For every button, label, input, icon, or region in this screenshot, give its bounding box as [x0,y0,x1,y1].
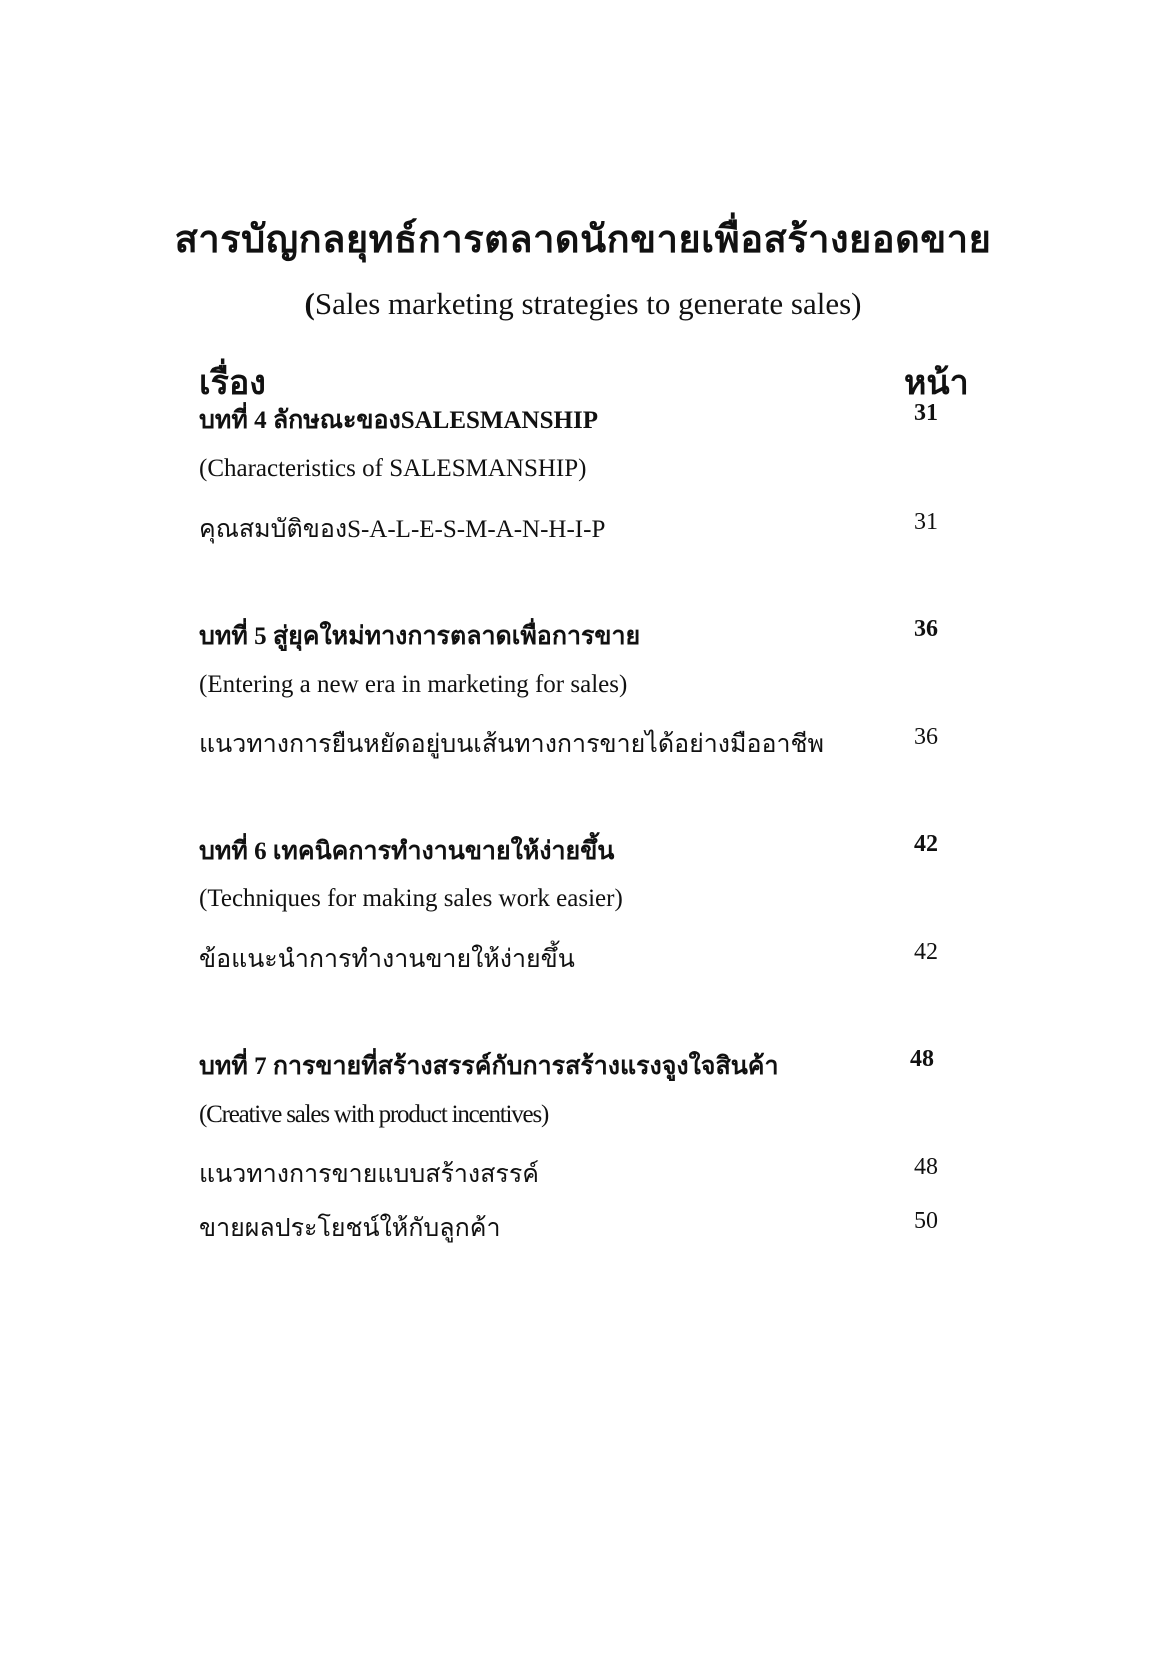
chapter-6-page: 42 [914,831,938,857]
chapter-4-title: บทที่ 4 ลักษณะของSALESMANSHIP [199,407,598,434]
chapter-5-item-1-page: 36 [914,724,938,750]
subtitle-text: Sales marketing strategies to generate sales) [314,286,862,321]
chapter-6-item-1-page: 42 [914,939,938,965]
chapter-6-english-text: (Techniques for making sales work easier) [199,885,623,912]
chapter-4-english [199,455,959,495]
chapter-7-item-1-page: 48 [914,1154,938,1180]
chapter-7-title: บทที่ 7 การขายที่สร้างสรรค์กับการสร้างแรงจูงใจสินค้า [199,1053,779,1080]
chapter-5-page: 36 [914,616,938,642]
chapter-7-item-2-text: ขายผลประโยชน์ให้กับลูกค้า [199,1215,501,1242]
chapter-5-entry [199,616,959,656]
chapter-7-entry [199,1046,959,1086]
chapter-5-english [199,671,959,711]
chapter-7-item-2 [199,1208,959,1248]
chapter-4-entry [199,400,959,440]
chapter-4-item-1-page: 31 [914,509,938,535]
chapter-4-page: 31 [914,400,938,426]
chapter-5-title: บทที่ 5 สู่ยุคใหม่ทางการตลาดเพื่อการขาย [199,623,641,650]
chapter-4-item-1-text: คุณสมบัติของS-A-L-E-S-M-A-N-H-I-P [199,516,606,543]
chapter-6-item-1-text: ข้อแนะนำการทำงานขายให้ง่ายขึ้น [199,946,575,973]
chapter-5-item-1 [199,724,959,764]
column-header-page: หน้า [904,365,969,402]
chapter-7-english-text: (Creative sales with product incentives) [199,1101,549,1128]
chapter-7-item-1-text: แนวทางการขายแบบสร้างสรรค์ [199,1161,539,1188]
chapter-7-item-1 [199,1154,959,1194]
toc-subtitle [0,286,1166,322]
chapter-6-item-1 [199,939,959,979]
subtitle-open-paren: ( [304,286,315,321]
chapter-5-item-1-text: แนวทางการยืนหยัดอยู่บนเส้นทางการขายได้อย่างมืออาชีพ [199,731,824,758]
toc-title: สารบัญกลยุทธ์การตลาดนักขายเพื่อสร้างยอดขาย [174,219,992,261]
chapter-6-english [199,885,959,925]
chapter-6-title: บทที่ 6 เทคนิคการทำงานขายให้ง่ายขึ้น [199,838,615,865]
chapter-5-english-text: (Entering a new era in marketing for sales) [199,671,628,698]
chapter-6-entry [199,831,959,871]
chapter-4-english-text: (Characteristics of SALESMANSHIP) [199,455,587,482]
chapter-7-page: 48 [910,1046,934,1072]
chapter-7-item-2-page: 50 [914,1208,938,1234]
column-header-topic: เรื่อง [199,365,266,402]
chapter-7-english [199,1101,959,1141]
chapter-4-item-1 [199,509,959,549]
